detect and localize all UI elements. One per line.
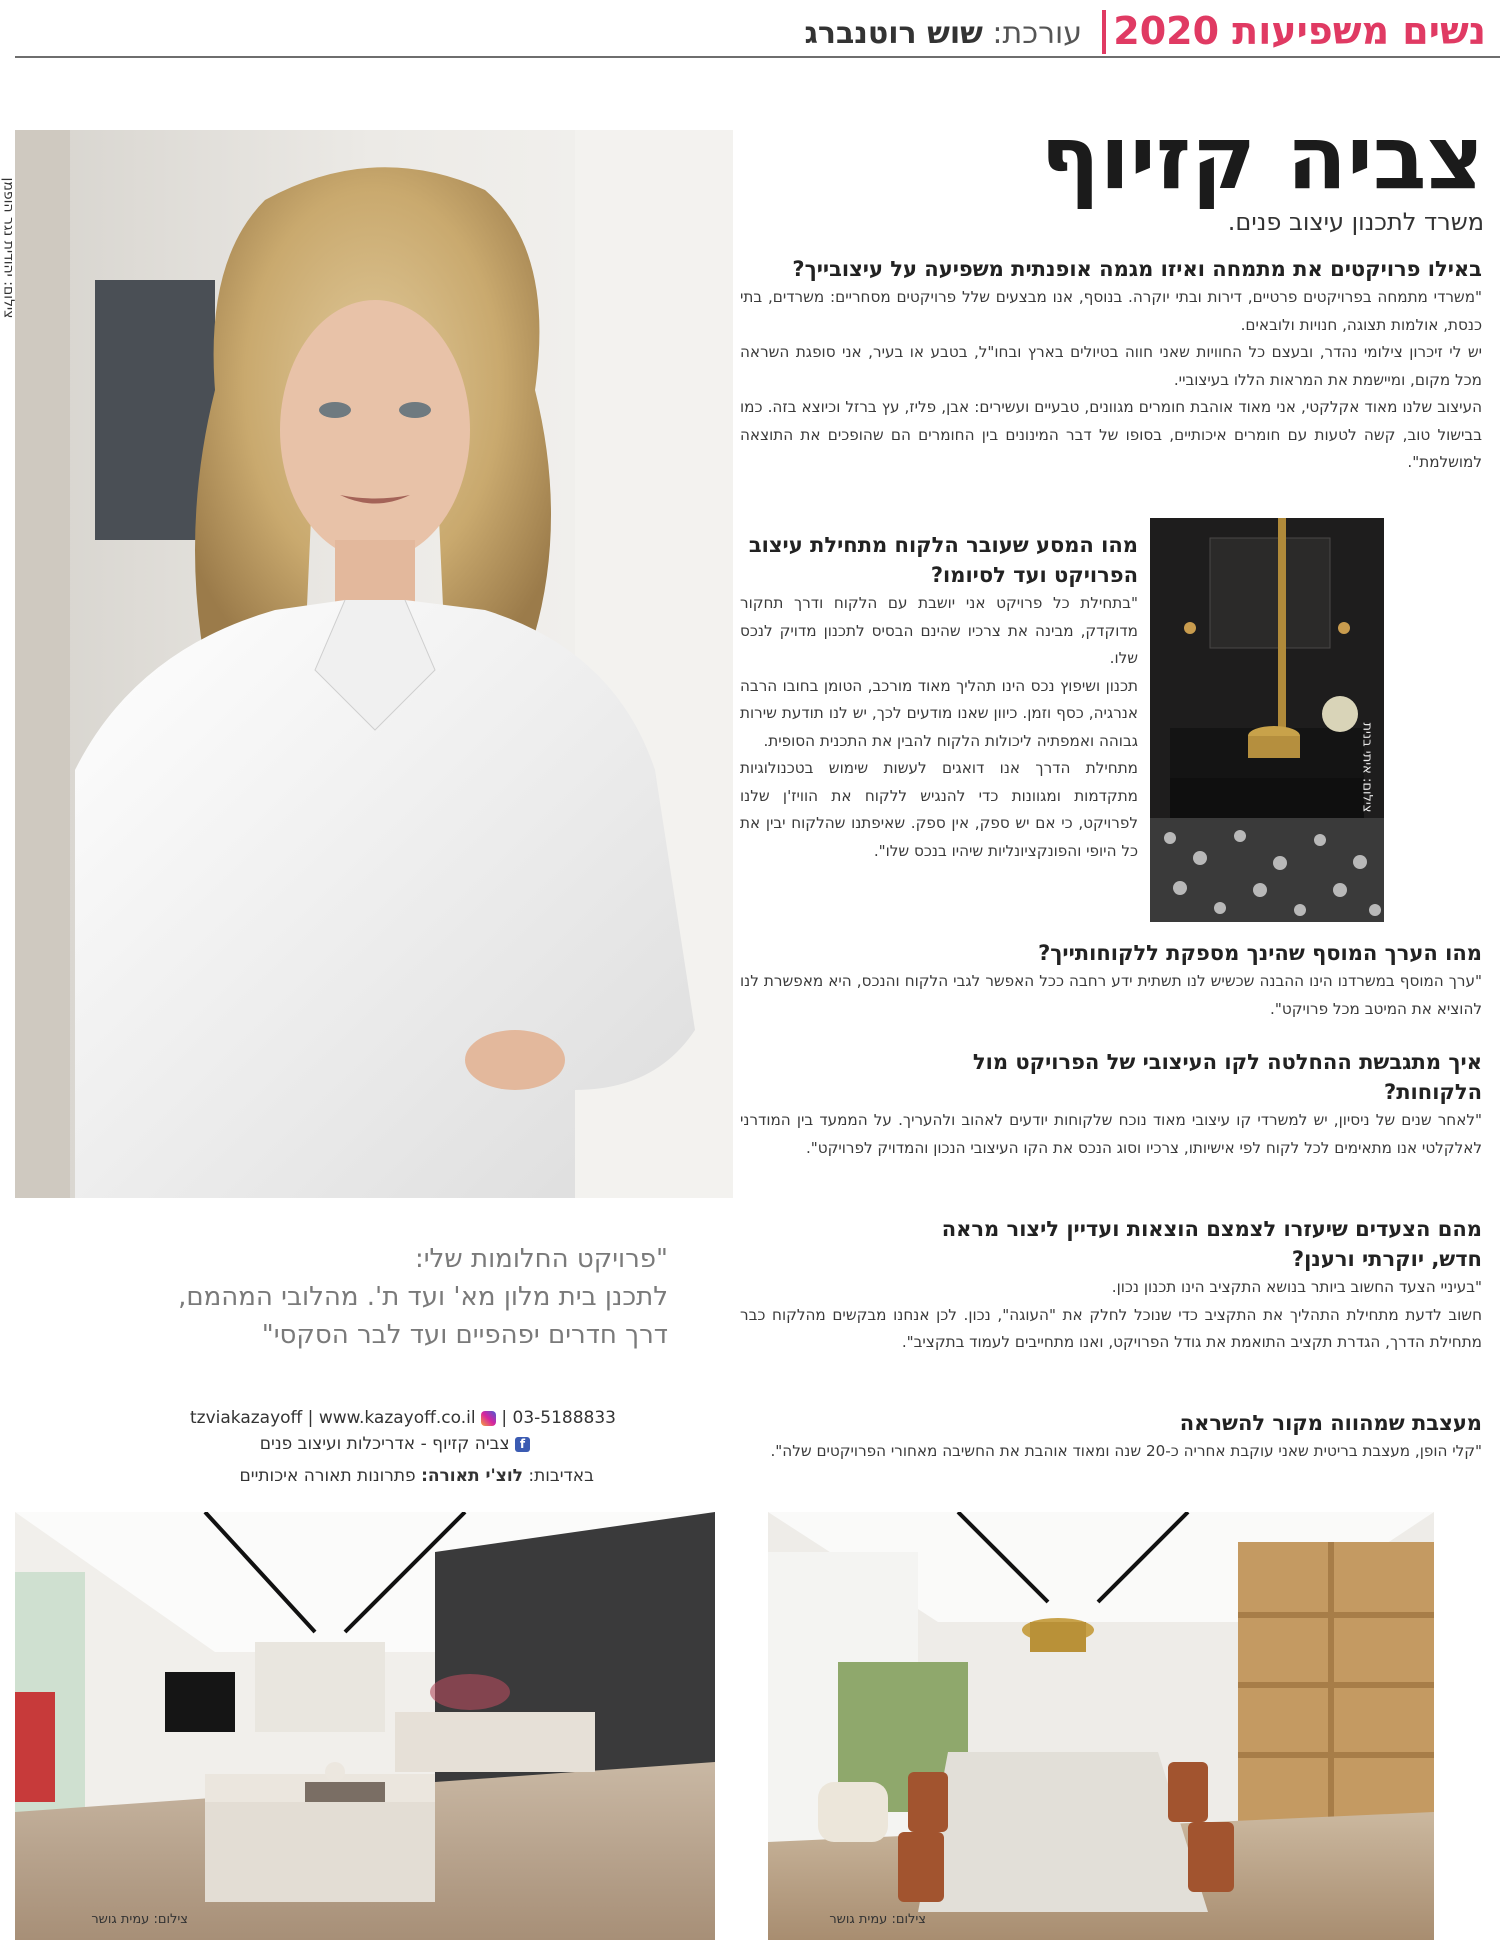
section-question: מעצבת שמהווה מקור להשראה <box>1179 1411 1482 1435</box>
facebook-page[interactable]: צביה קזיוף - אדריכלות ועיצוב פנים <box>259 1434 510 1454</box>
section-6 <box>740 1408 1482 1466</box>
section-question: מהם הצעדים שיעזרו לצמצם הוצאות ועדיין ליצור מראה חדש, יוקרתי ורענן? <box>941 1217 1482 1271</box>
quote-line: דרך חדרים יפהפיים ועד לבר הסקסי" <box>261 1320 668 1350</box>
answer-paragraph: "בתחילת כל פרויקט אני יושבת עם הלקוח ודרך תחקור מדוקדק, מבינה את צרכיו שהינם הבסיס לתכנון מדויק לנכס שלו. <box>740 594 1138 667</box>
editor-label: עורכת: <box>992 16 1082 51</box>
section-answer <box>740 1274 1482 1357</box>
answer-paragraph: "משרדי מתמחה בפרויקטים פרטיים, דירות ובתי יוקרה. בנוסף, אנו מבצעים שלל פרויקטים מסחריים: משרדים, בתי כנסת, אולמות תצוגה, חנויות ולובאים. <box>740 288 1482 334</box>
courtesy-label: באדיבות: <box>528 1466 594 1486</box>
answer-paragraph: חשוב לדעת מתחילת התהליך את התקציב כדי שנוכל לחלק את "העוגה", נכון. לכן אנחנו מבקשים מהלקוח כבר מתחילת הדרך, הגדרת תקציב התואמת את גודל הפרויקט, ואנו מתחייבים לעמוד בתקציב". <box>740 1305 1482 1351</box>
divider: | <box>501 1408 508 1428</box>
section-answer <box>740 1107 1482 1162</box>
answer-paragraph: "ערך המוסף במשרדנו הינו ההבנה שכשיש לנו תשתית ידע רחבה ככל האפשר לגבי הלקוח והנכס, היא מאפשרת לנו להוציא את המיטב מכל פרויקט". <box>740 972 1482 1018</box>
website-link[interactable]: www.kazayoff.co.il <box>318 1408 476 1428</box>
section-question: באילו פרויקטים את מתמחה ואיזו מגמה אופנתית משפיעה על עיצובייך? <box>792 257 1482 281</box>
phone-number[interactable]: 03-5188833 <box>512 1408 616 1428</box>
portrait-illustration <box>15 130 733 1198</box>
article-title: צביה קזיוף <box>1040 106 1484 209</box>
bathroom-credit: צילום: איתי בנית <box>1359 722 1375 813</box>
header-divider <box>1102 10 1106 54</box>
section-2 <box>740 530 1138 865</box>
section-3 <box>740 938 1482 1023</box>
answer-paragraph: תכנון ושיפוץ נכס הינו תהליך מאוד מורכב, הטומן בחובו הרבה אנרגיה, כסף וזמן. כיוון שאנו מודעים לכך, יש לנו תודעת שירות גבוהה ואמפתיה ליכולות הלקוח להבין את התכנית הסופית. <box>740 676 1138 750</box>
courtesy-brand: לוצ'י תאורה: <box>421 1466 523 1486</box>
quote-line: "פרויקט החלומות שלי: <box>414 1244 668 1274</box>
section-question: איך מתגבשת ההחלטה לקו העיצובי של הפרויקט מול הלקוחות? <box>972 1050 1482 1104</box>
section-5 <box>740 1214 1482 1357</box>
divider: | <box>307 1408 314 1428</box>
portrait-photo <box>15 130 733 1198</box>
quote-line: לתכנן בית מלון מא' ועד ת'. מהלובי המהמם, <box>178 1282 668 1312</box>
bathroom-photo <box>1150 518 1384 922</box>
section-1 <box>740 254 1482 477</box>
facebook-icon: f <box>515 1437 530 1452</box>
answer-paragraph: "לאחר שנים של ניסיון, יש למשרדי קו עיצובי מאוד נוכח שלקוחות יודעים לאהוב ולהעריך. על הממעד בין המודרני לאלקלטי אנו מתאימים לכל לקוח לפי אישיותו, צרכיו וסוג הנכס את הקו העיצובי הנכון והמדויק לפרויקט". <box>740 1111 1482 1157</box>
section-4 <box>740 1047 1482 1162</box>
section-title: נשים משפיעות 2020 <box>1113 9 1486 53</box>
living-room-credit: צילום: עמית גושר <box>91 1912 188 1927</box>
answer-paragraph: "קלי הופן, מעצבת בריטית שאני עוקבת אחריה כ-20 שנה ומאוד אוהבת את החשיבה מאחורי הפרויקטים שלה". <box>770 1442 1482 1460</box>
contact-line <box>190 1408 616 1428</box>
dining-room-photo <box>768 1512 1434 1940</box>
answer-paragraph: העיצוב שלנו מאוד אקלקטי, אני מאוד אוהבת חומרים מגוונים, טבעיים ועשירים: אבן, פליז, עץ ברזל וכיוצא בזה. כמו בבישול טוב, קשה לטעות עם חומרים איכותיים, בסופו של דבר המינונים בין החומרים הם שהופכים את התוצאה למושלמת". <box>740 398 1482 471</box>
section-answer <box>740 968 1482 1023</box>
living-room-photo <box>15 1512 715 1940</box>
dream-project-quote <box>0 1240 668 1354</box>
section-answer <box>740 590 1138 865</box>
section-question: מהו הערך המוסף שהינך מספקת ללקוחותייך? <box>1038 941 1482 965</box>
portrait-credit: צילום: יהודית נגר הופמן <box>0 177 17 319</box>
section-answer <box>740 1438 1482 1466</box>
answer-paragraph: יש לי זיכרון צילומי נהדר, ובעצם כל החוויות שאני חווה בטיולים בארץ ובחו"ל, בטבע או בעיר, אני סופגת השראה מכל מקום, ומיישמת את המראות הללו בעיצוביי. <box>740 343 1482 389</box>
instagram-icon <box>481 1411 496 1426</box>
article-subtitle: משרד לתכנון עיצוב פנים. <box>1227 208 1484 236</box>
instagram-handle[interactable]: tzviakazayoff <box>189 1408 303 1428</box>
facebook-line <box>260 1434 530 1454</box>
section-question: מהו המסע שעובר הלקוח מתחילת עיצוב הפרויקט ועד לסיומו? <box>748 533 1138 587</box>
courtesy-line <box>240 1466 595 1486</box>
dining-room-credit: צילום: עמית גושר <box>829 1912 926 1927</box>
editor-name: שוש רוטנברג <box>804 16 983 51</box>
answer-paragraph: מתחילת הדרך אנו דואגים לעשות שימוש בטכנולוגיות מתקדמות ומגוונות כדי להנגיש ללקוח את הוויז'ן שלנו לפרויקט, כי אם יש ספק, אין ספק. שאיפתנו שהלקוח יבין את כל היופי והפונקציונליות שיהיו בנכס שלו". <box>740 759 1138 860</box>
courtesy-text: פתרונות תאורה איכותיים <box>239 1466 416 1486</box>
living-room-illustration <box>15 1512 715 1940</box>
editor-credit <box>805 14 1082 54</box>
bathroom-illustration <box>1150 518 1384 922</box>
dining-room-illustration <box>768 1512 1434 1940</box>
answer-paragraph: "בעיניי הצעד החשוב ביותר בנושא התקציב הינו תכנון נכון. <box>1111 1278 1482 1296</box>
section-answer <box>740 284 1482 477</box>
header-rule <box>15 56 1500 58</box>
